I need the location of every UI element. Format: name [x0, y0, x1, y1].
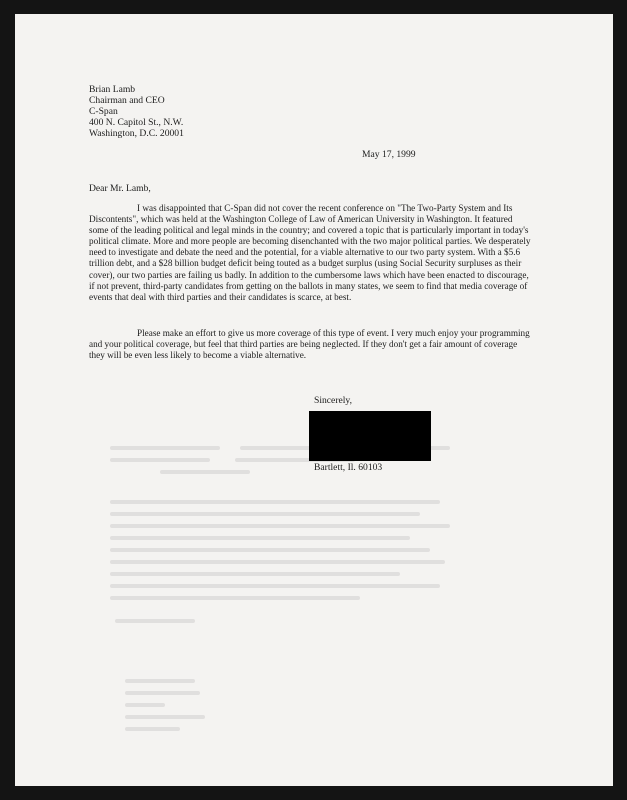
recipient-street: 400 N. Capitol St., N.W. [89, 117, 184, 128]
recipient-organization: C-Span [89, 106, 118, 117]
salutation: Dear Mr. Lamb, [89, 183, 151, 194]
closing: Sincerely, [314, 395, 353, 406]
sender-location: Bartlett, Il. 60103 [314, 462, 383, 473]
recipient-name: Brian Lamb [89, 84, 136, 95]
recipient-title: Chairman and CEO [89, 95, 165, 106]
letter-date: May 17, 1999 [362, 149, 416, 160]
body-paragraph-1: I was disappointed that C-Span did not cover the recent conference on "The Two-Party System and Its Discontents", which was held at the Washington College of Law of American University in Washington. It featured some of the leading political and legal minds in the country; and covered a topic that is particularly important in today's political climate. More and more people are becoming disenchanted with the two major political parties. We desperately need to investigate and debate the need and the potential, for a viable alternative to our two party system. With a $5.6 trillion debt, and a $28 billion budget deficit being touted as a budget surplus (using Social Security surpluses as their cover), our two parties are failing us badly. In addition to the cumbersome laws which have been enacted to discourage, if not prevent, third-party candidates from getting on the ballots in many states, we seem to find that media coverage of events that deal with third parties and their candidates is scarce, at best. [89, 203, 531, 302]
redacted-signature [309, 411, 431, 461]
recipient-city: Washington, D.C. 20001 [89, 128, 184, 139]
bleed-through-text [110, 444, 470, 744]
letter-page [15, 14, 613, 786]
body-paragraph-2: Please make an effort to give us more coverage of this type of event. I very much enjoy your programming and your political coverage, but feel that third parties are being neglected. If they don't get a fair amount of coverage they will be even less likely to become a viable alternative. [89, 328, 530, 361]
